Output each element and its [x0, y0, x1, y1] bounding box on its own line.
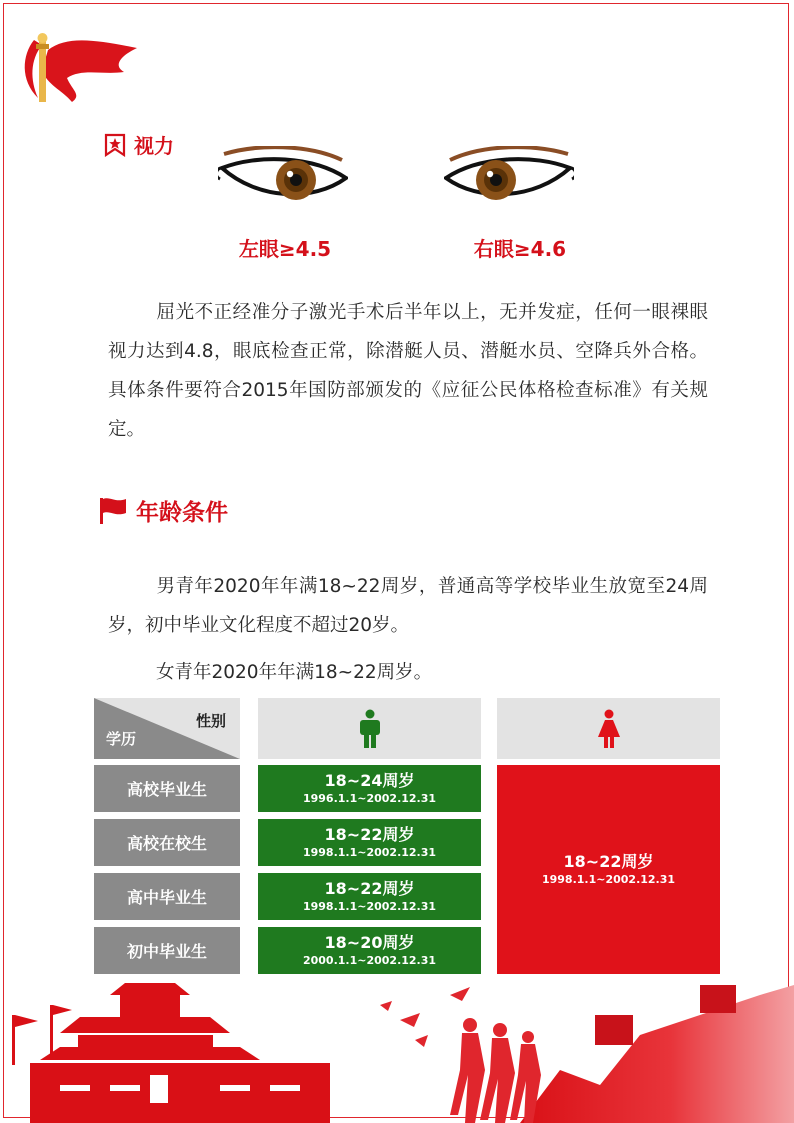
age-heading-text: 年龄条件: [136, 500, 228, 526]
female-age-cell: [497, 765, 720, 974]
male-age-cell: [258, 873, 481, 920]
tiananmen-silhouette: [12, 983, 330, 1123]
male-age: 18~24周岁: [324, 771, 415, 790]
male-age-cell: [258, 927, 481, 974]
male-dates: 2000.1.1~2002.12.31: [302, 954, 437, 967]
right-eye-icon: [444, 146, 574, 206]
education-cell: 初中毕业生: [94, 927, 240, 974]
torch-flag-logo: [12, 30, 142, 110]
male-dates: 1996.1.1~2002.12.31: [302, 792, 437, 805]
education-cell: 高中毕业生: [94, 873, 240, 920]
education-header: 学历: [106, 730, 137, 748]
runner-silhouettes: [450, 1018, 541, 1123]
star-bookmark-icon: [104, 133, 126, 157]
right-eye-label: 右眼≥4.6: [473, 237, 567, 261]
education-cell: 高校在校生: [94, 819, 240, 866]
male-age: 18~22周岁: [324, 825, 415, 844]
vision-paragraph-text: 屈光不正经准分子激光手术后半年以上，无并发症，任何一眼裸眼视力达到4.8，眼底检查正常，除潜艇人员、潜艇水员、空降兵外合格。具体条件要符合2015年国防部颁发的《应征公民体格检查标准》有关规定。: [108, 302, 708, 440]
table-corner-header: [94, 698, 240, 759]
vision-heading-text: 视力: [134, 134, 174, 158]
male-dates: 1998.1.1~2002.12.31: [302, 900, 437, 913]
female-person-icon: [596, 709, 622, 749]
footer-illustration: [0, 975, 794, 1123]
female-header: [497, 698, 720, 759]
vision-paragraph: [108, 293, 708, 449]
great-wall: [520, 985, 794, 1123]
male-age-cell: [258, 765, 481, 812]
female-dates: 1998.1.1~2002.12.31: [541, 873, 676, 886]
age-paragraph-1-text: 男青年2020年年满18~22周岁，普通高等学校毕业生放宽至24周岁，初中毕业文化程度不超过20岁。: [108, 576, 708, 636]
age-heading: [98, 494, 228, 527]
age-paragraph-1: [108, 567, 708, 645]
male-age: 18~20周岁: [324, 933, 415, 952]
vision-heading: [104, 130, 174, 159]
education-cell: 高校毕业生: [94, 765, 240, 812]
doves: [380, 987, 470, 1047]
male-header: [258, 698, 481, 759]
male-age: 18~22周岁: [324, 879, 415, 898]
flag-icon: [98, 496, 128, 526]
male-age-cell: [258, 819, 481, 866]
age-paragraph-2: [108, 653, 708, 692]
female-age: 18~22周岁: [563, 852, 654, 871]
left-eye-label: 左眼≥4.5: [238, 237, 332, 261]
gender-header: 性别: [195, 712, 226, 730]
left-eye-icon: [218, 146, 348, 206]
male-dates: 1998.1.1~2002.12.31: [302, 846, 437, 859]
age-paragraph-2-text: 女青年2020年年满18~22周岁。: [156, 662, 433, 683]
male-person-icon: [356, 709, 384, 749]
